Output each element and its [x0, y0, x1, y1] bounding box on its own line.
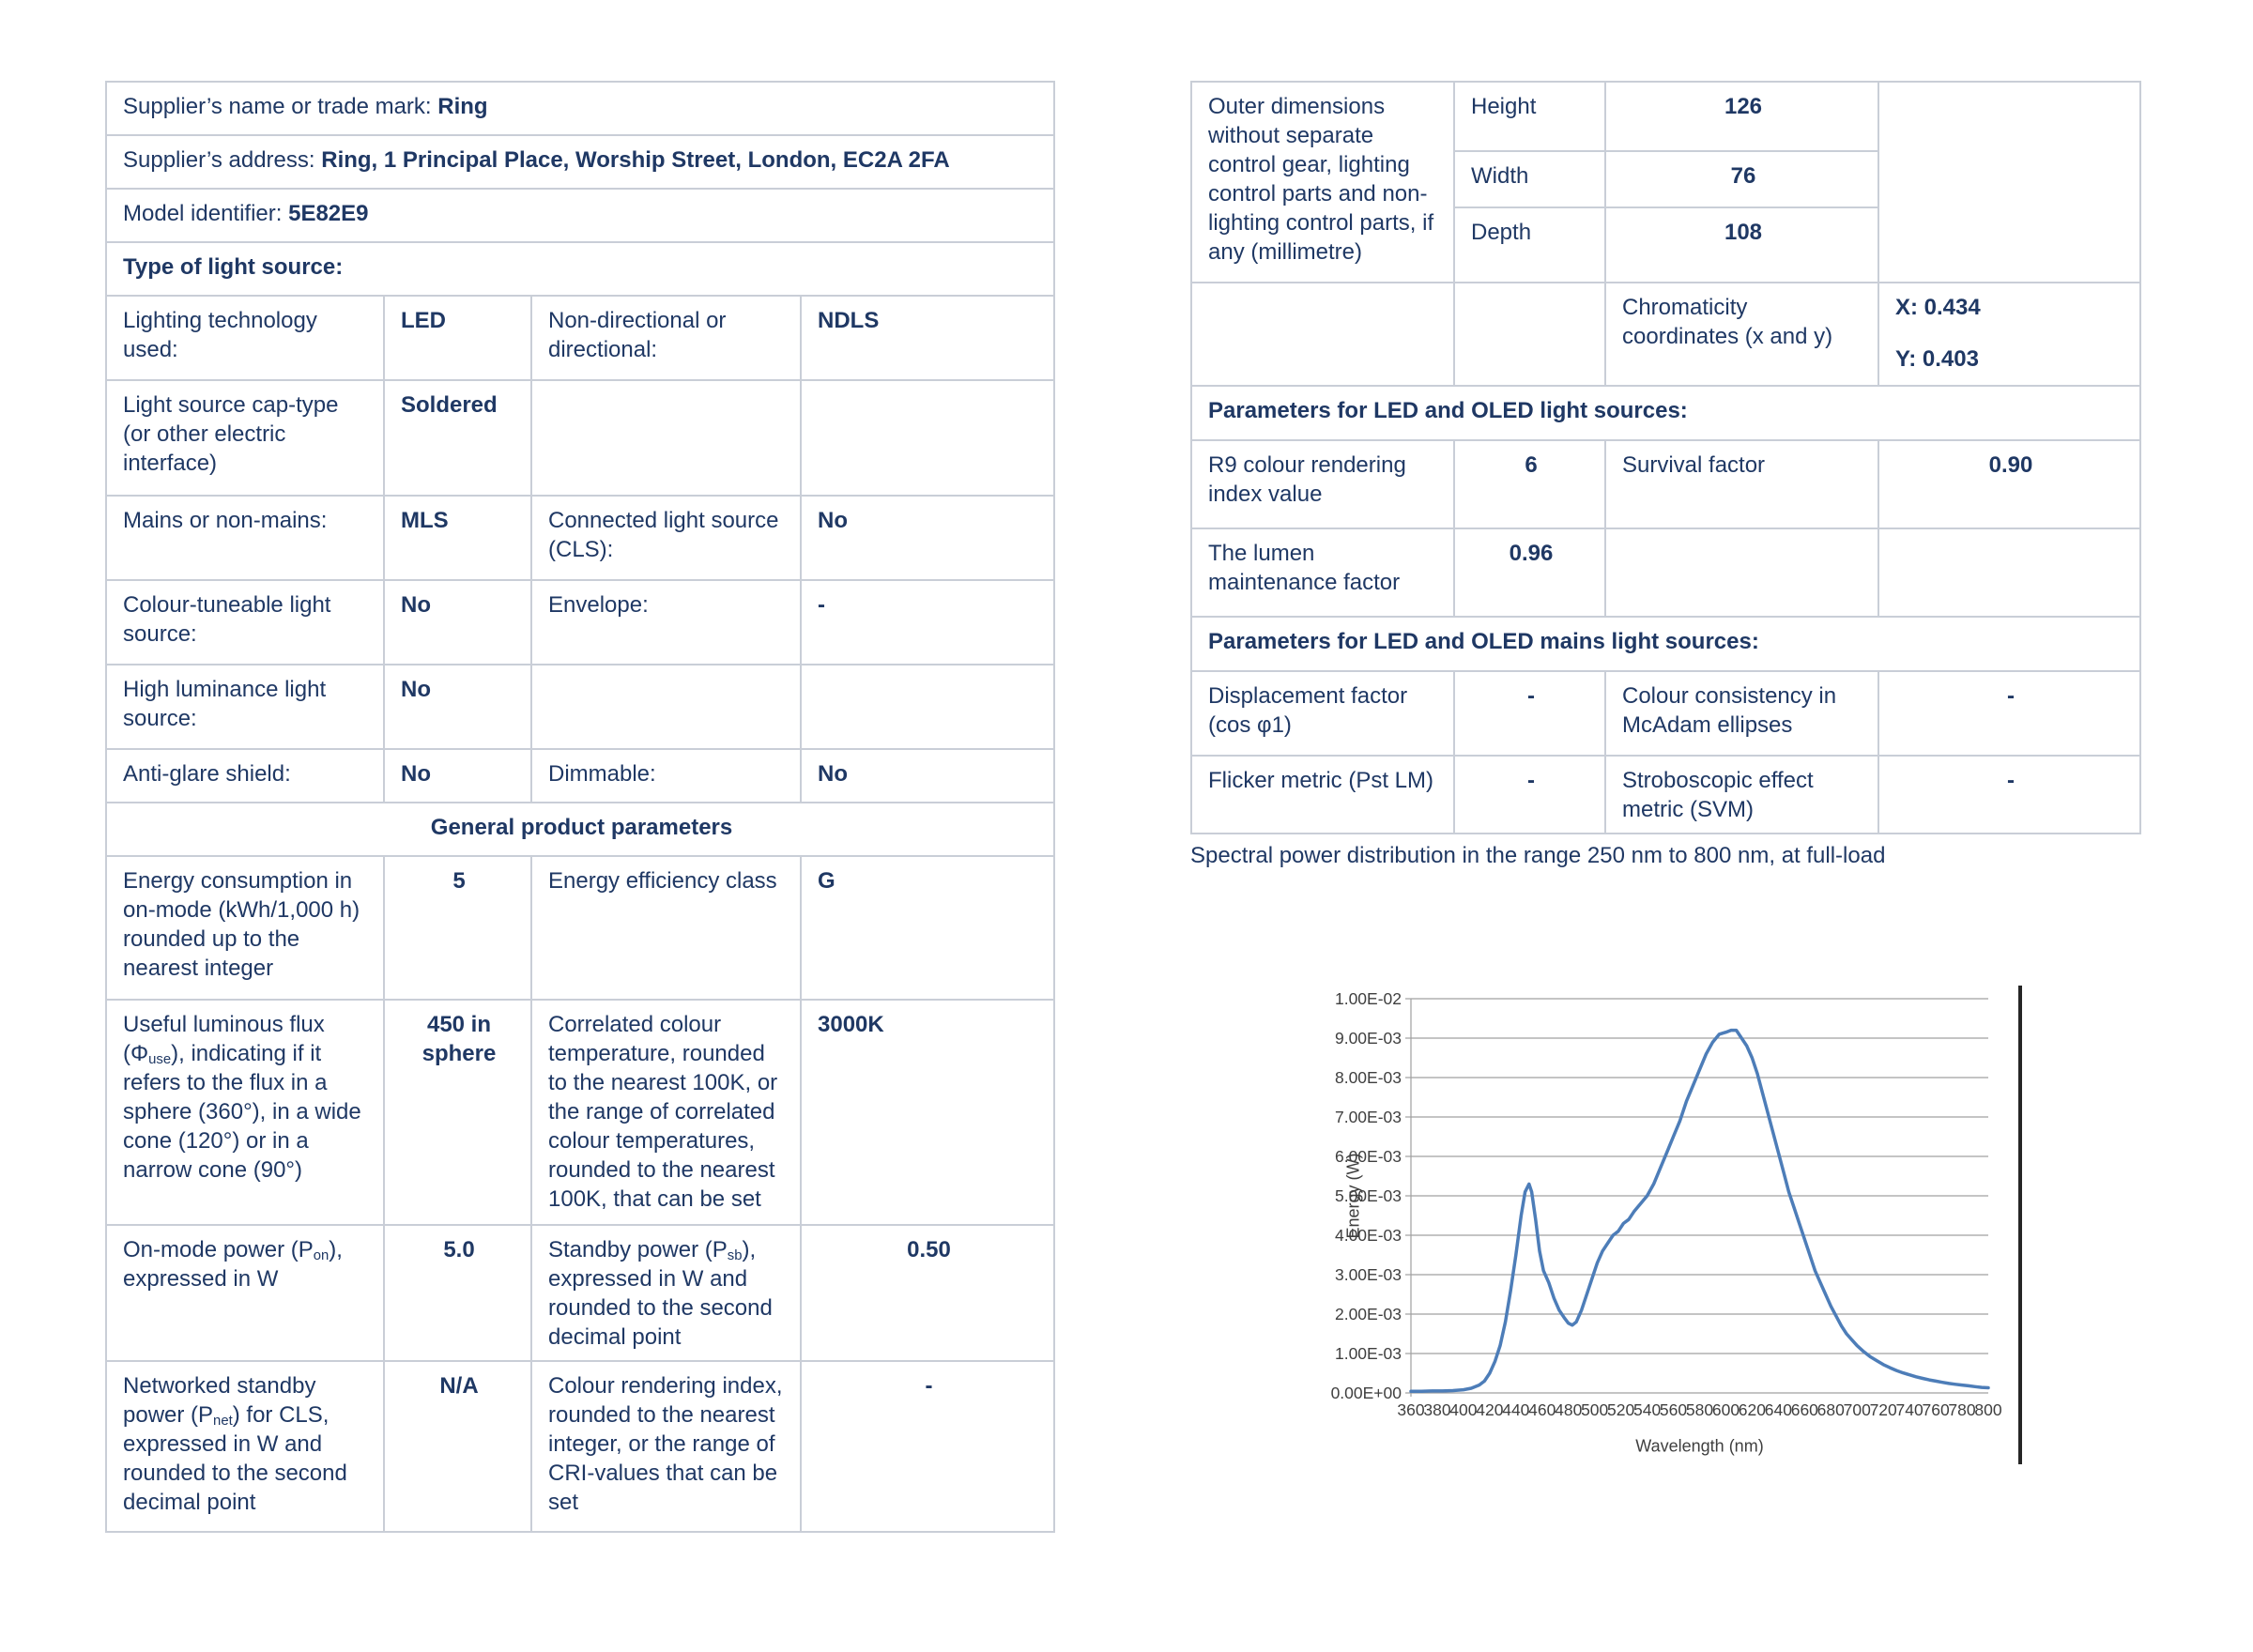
x-tick-label: 480: [1555, 1400, 1583, 1419]
cell-text: 5: [452, 868, 466, 894]
cell-text: Ring, 1 Principal Place, Worship Street, London, EC2A 2FA: [321, 147, 950, 173]
table-cell: [801, 1225, 1054, 1361]
y-tick-label: 1.00E-02: [1334, 989, 1402, 1008]
cell-text: Stroboscopic effect metric (SVM): [1622, 768, 1814, 822]
section-type-of-light-source: [106, 242, 1054, 296]
chart-plot-svg: [1402, 995, 1995, 1399]
chart-y-axis-title: Energy (W): [1343, 1153, 1363, 1239]
table-cell: [801, 856, 1054, 1000]
table-cell: [106, 296, 384, 380]
cell-text: Ring: [437, 94, 488, 119]
subscript-text: net: [213, 1414, 233, 1430]
supplier-address: [106, 135, 1054, 189]
table-cell: [384, 1225, 531, 1361]
supplier-name: [106, 82, 1054, 135]
table-cell: [1454, 528, 1605, 617]
table-cell: [1454, 756, 1605, 834]
cell-text: Colour consistency in McAdam ellipses: [1622, 683, 1837, 738]
table-cell: [1878, 528, 2140, 617]
table-cell: [384, 749, 531, 803]
cell-text: 6: [1525, 452, 1538, 478]
table-cell: [1191, 440, 1454, 528]
table-row: [106, 803, 1054, 856]
x-tick-label: 580: [1685, 1400, 1714, 1419]
cell-text: -: [2007, 683, 2015, 709]
x-tick-label: 700: [1843, 1400, 1871, 1419]
cell-text: X: 0.434: [1895, 295, 1981, 320]
x-tick-label: 660: [1790, 1400, 1818, 1419]
y-tick-label: 1.00E-03: [1334, 1344, 1402, 1363]
table-cell: [1878, 440, 2140, 528]
x-tick-label: 600: [1711, 1400, 1740, 1419]
table-cell: [801, 296, 1054, 380]
table-cell: [531, 296, 801, 380]
cell-text: General product parameters: [430, 815, 733, 840]
x-tick-label: 800: [1974, 1400, 2002, 1419]
chart-right-divider-line: [2018, 986, 2022, 1464]
table-row: [1191, 756, 2140, 834]
table-cell: [106, 1361, 384, 1532]
x-tick-label: 780: [1948, 1400, 1976, 1419]
table-cell: [801, 1000, 1054, 1225]
table-row: [106, 580, 1054, 665]
cell-text: 5E82E9: [288, 201, 369, 226]
table-cell: [1605, 207, 1878, 283]
cell-text: -: [818, 592, 825, 618]
table-cell: [1454, 671, 1605, 756]
table-cell: [106, 665, 384, 749]
cell-text: Supplier’s name or trade mark:: [123, 94, 438, 119]
cell-text: No: [401, 592, 431, 618]
x-tick-label: 720: [1869, 1400, 1897, 1419]
x-tick-label: 560: [1659, 1400, 1688, 1419]
table-cell: [384, 380, 531, 496]
x-tick-label: 500: [1581, 1400, 1609, 1419]
cell-text: 76: [1730, 163, 1756, 189]
table-row: [1191, 528, 2140, 617]
table-cell: [801, 496, 1054, 580]
cell-text: Parameters for LED and OLED light sources:: [1208, 398, 1688, 423]
cell-text: Parameters for LED and OLED mains light sources:: [1208, 629, 1759, 654]
cell-text: The lumen maintenance factor: [1208, 541, 1401, 595]
table-row: [106, 665, 1054, 749]
y-tick-label: 2.00E-03: [1334, 1305, 1402, 1323]
cell-text: -: [1527, 683, 1535, 709]
subscript-text: use: [148, 1052, 172, 1068]
table-row: [106, 242, 1054, 296]
y-tick-label: 9.00E-03: [1334, 1029, 1402, 1048]
cell-text: MLS: [401, 508, 449, 533]
table-cell: [801, 665, 1054, 749]
x-tick-label: 760: [1922, 1400, 1950, 1419]
cell-text: Energy efficiency class: [548, 868, 777, 894]
cell-text: Standby power (P: [548, 1237, 728, 1262]
cell-text: Useful luminous flux (Φ: [123, 1012, 325, 1066]
table-row: [106, 82, 1054, 135]
table-cell: [801, 380, 1054, 496]
spd-curve: [1411, 1031, 1988, 1392]
cell-text: -: [2007, 768, 2015, 793]
table-cell: [1454, 207, 1605, 283]
table-cell: [1878, 671, 2140, 756]
cell-text: Supplier’s address:: [123, 147, 322, 173]
cell-text: ) for CLS, expressed in W and rounded to the second decimal point: [123, 1401, 347, 1515]
cell-text: Lighting technology used:: [123, 308, 317, 362]
x-tick-label: 520: [1607, 1400, 1635, 1419]
table-cell: [531, 1361, 801, 1532]
table-cell: [801, 580, 1054, 665]
table-cell: [106, 580, 384, 665]
cell-text: 0.96: [1509, 541, 1554, 566]
cell-line: [1895, 345, 2126, 375]
cell-text: Displacement factor (cos φ1): [1208, 683, 1408, 738]
table-cell: [384, 296, 531, 380]
cell-text: 126: [1724, 94, 1763, 119]
left-parameters-table: [105, 81, 1055, 1533]
table-cell: [1454, 151, 1605, 207]
y-tick-label: 8.00E-03: [1334, 1068, 1402, 1087]
table-row: [1191, 283, 2140, 386]
cell-text: 5.0: [443, 1237, 475, 1262]
cell-text: Mains or non-mains:: [123, 508, 328, 533]
cell-text: On-mode power (P: [123, 1237, 314, 1262]
table-row: [1191, 82, 2140, 151]
cell-text: N/A: [439, 1372, 479, 1399]
table-cell: [1454, 440, 1605, 528]
table-cell: [1605, 82, 1878, 151]
table-cell: [384, 496, 531, 580]
table-row: [106, 296, 1054, 380]
section-led-oled-mains: [1191, 617, 2140, 671]
cell-text: Colour-tuneable light source:: [123, 592, 331, 647]
cell-text: Envelope:: [548, 592, 649, 618]
cell-text: Energy consumption in on-mode (kWh/1,000 h) rounded up to the nearest integer: [123, 868, 360, 981]
table-cell: [1605, 756, 1878, 834]
table-row: [1191, 671, 2140, 756]
table-cell: [106, 749, 384, 803]
spectral-distribution-title: Spectral power distribution in the range 250 nm to 800 nm, at full-load: [1190, 843, 1886, 868]
cell-text: Dimmable:: [548, 761, 656, 787]
table-row: [106, 856, 1054, 1000]
cell-text: Depth: [1471, 220, 1532, 245]
chromaticity-values: [1878, 283, 2140, 386]
cell-text: No: [818, 508, 848, 533]
table-cell: [531, 856, 801, 1000]
table-cell: [1191, 283, 1454, 386]
table-cell: [531, 1000, 801, 1225]
cell-text: NDLS: [818, 308, 880, 333]
right-parameters-table: [1190, 81, 2141, 834]
y-tick-label: 6.00E-03: [1334, 1147, 1402, 1166]
table-cell: [384, 1000, 531, 1225]
table-row: [106, 380, 1054, 496]
table-cell: [801, 749, 1054, 803]
table-cell: [1191, 671, 1454, 756]
table-cell: [531, 665, 801, 749]
cell-text: Chromaticity coordinates (x and y): [1622, 295, 1833, 349]
section-general-product-parameters: [106, 803, 1054, 856]
table-cell: [106, 856, 384, 1000]
y-tick-label: 5.00E-03: [1334, 1186, 1402, 1205]
cell-text: ), indicating if it refers to the flux in a sphere (360°), in a wide cone (120°) or in a narrow cone (90°): [123, 1040, 361, 1183]
cell-text: Height: [1471, 94, 1537, 119]
table-cell: [801, 1361, 1054, 1532]
cell-line: [1895, 294, 2126, 323]
x-tick-label: 740: [1895, 1400, 1923, 1419]
table-cell: [531, 749, 801, 803]
table-row: [106, 1361, 1054, 1532]
y-tick-label: 3.00E-03: [1334, 1265, 1402, 1284]
y-tick-label: 7.00E-03: [1334, 1108, 1402, 1126]
cell-text: ), expressed in W and rounded to the second decimal point: [548, 1237, 773, 1350]
cell-text: Flicker metric (Pst LM): [1208, 768, 1433, 793]
table-cell: [384, 665, 531, 749]
x-tick-label: 400: [1449, 1400, 1478, 1419]
cell-text: 0.90: [1988, 452, 2033, 478]
cell-text: High luminance light source:: [123, 677, 327, 731]
cell-text: Correlated colour temperature, rounded to the nearest 100K, or the range of correlated colour temperatures, rounded to the nearest 100K, that can be set: [548, 1012, 778, 1212]
cell-text: 3000K: [818, 1012, 884, 1037]
table-cell: [106, 496, 384, 580]
cell-text: Anti-glare shield:: [123, 761, 291, 787]
cell-text: Connected light source (CLS):: [548, 508, 779, 562]
x-tick-label: 460: [1528, 1400, 1556, 1419]
table-cell: [1454, 283, 1605, 386]
table-row: [106, 749, 1054, 803]
table-row: [1191, 440, 2140, 528]
cell-text: Non-directional or directional:: [548, 308, 727, 362]
cell-text: R9 colour rendering index value: [1208, 452, 1406, 507]
table-row: [1191, 617, 2140, 671]
cell-text: 108: [1724, 220, 1763, 245]
table-cell: [384, 580, 531, 665]
table-cell: [384, 1361, 531, 1532]
x-tick-label: 640: [1764, 1400, 1792, 1419]
cell-text: ), expressed in W: [123, 1237, 343, 1292]
table-cell: [531, 1225, 801, 1361]
cell-text: Type of light source:: [123, 254, 344, 280]
table-cell: [531, 580, 801, 665]
cell-text: Model identifier:: [123, 201, 289, 226]
table-cell: [1605, 151, 1878, 207]
cell-text: Light source cap-type (or other electric interface): [123, 392, 339, 476]
table-cell: [1191, 528, 1454, 617]
cell-text: G: [818, 868, 835, 894]
cell-text: Survival factor: [1622, 452, 1766, 478]
table-cell: [1878, 756, 2140, 834]
outer-dimensions-label: [1191, 82, 1454, 283]
table-cell: [531, 380, 801, 496]
x-tick-label: 540: [1632, 1400, 1662, 1419]
y-tick-label: 0.00E+00: [1330, 1384, 1402, 1402]
table-cell: [1191, 756, 1454, 834]
section-led-oled: [1191, 386, 2140, 440]
cell-text: Colour rendering index, rounded to the nearest integer, or the range of CRI-values that can be set: [548, 1372, 783, 1515]
table-cell: [1605, 671, 1878, 756]
x-tick-label: 620: [1738, 1400, 1767, 1419]
model-identifier: [106, 189, 1054, 242]
table-row: [106, 1225, 1054, 1361]
table-row: [106, 1000, 1054, 1225]
cell-text: Width: [1471, 163, 1529, 189]
cell-text: No: [818, 761, 848, 787]
table-row: [1191, 386, 2140, 440]
chart-x-axis-title: Wavelength (nm): [1635, 1436, 1764, 1456]
cell-text: No: [401, 761, 431, 787]
table-row: [106, 496, 1054, 580]
table-cell: [106, 1225, 384, 1361]
cell-text: -: [925, 1372, 933, 1399]
table-cell: [384, 856, 531, 1000]
table-row: [106, 189, 1054, 242]
table-cell: [106, 380, 384, 496]
subscript-text: on: [313, 1248, 330, 1264]
x-tick-label: 680: [1816, 1400, 1845, 1419]
cell-text: Networked standby power (P: [123, 1372, 316, 1428]
cell-text: No: [401, 677, 431, 702]
subscript-text: sb: [727, 1248, 743, 1264]
x-tick-label: 440: [1502, 1400, 1530, 1419]
table-row: [106, 135, 1054, 189]
cell-text: Soldered: [401, 392, 498, 418]
x-tick-label: 380: [1423, 1400, 1451, 1419]
table-cell: [1878, 82, 2140, 283]
x-tick-label: 360: [1397, 1400, 1425, 1419]
cell-text: LED: [401, 308, 446, 333]
x-tick-label: 420: [1476, 1400, 1504, 1419]
table-cell: [1605, 283, 1878, 386]
y-tick-label: 4.00E-03: [1334, 1226, 1402, 1245]
cell-text: Outer dimensions without separate control gear, lighting control parts and non-lighting control parts, if any (millimetre): [1208, 94, 1434, 265]
cell-text: 0.50: [907, 1237, 951, 1262]
table-cell: [106, 1000, 384, 1225]
cell-text: Y: 0.403: [1895, 345, 1979, 372]
cell-text: 450 in sphere: [421, 1012, 497, 1066]
table-cell: [1605, 440, 1878, 528]
table-cell: [1605, 528, 1878, 617]
table-cell: [531, 496, 801, 580]
cell-text: -: [1527, 768, 1535, 793]
table-cell: [1454, 82, 1605, 151]
